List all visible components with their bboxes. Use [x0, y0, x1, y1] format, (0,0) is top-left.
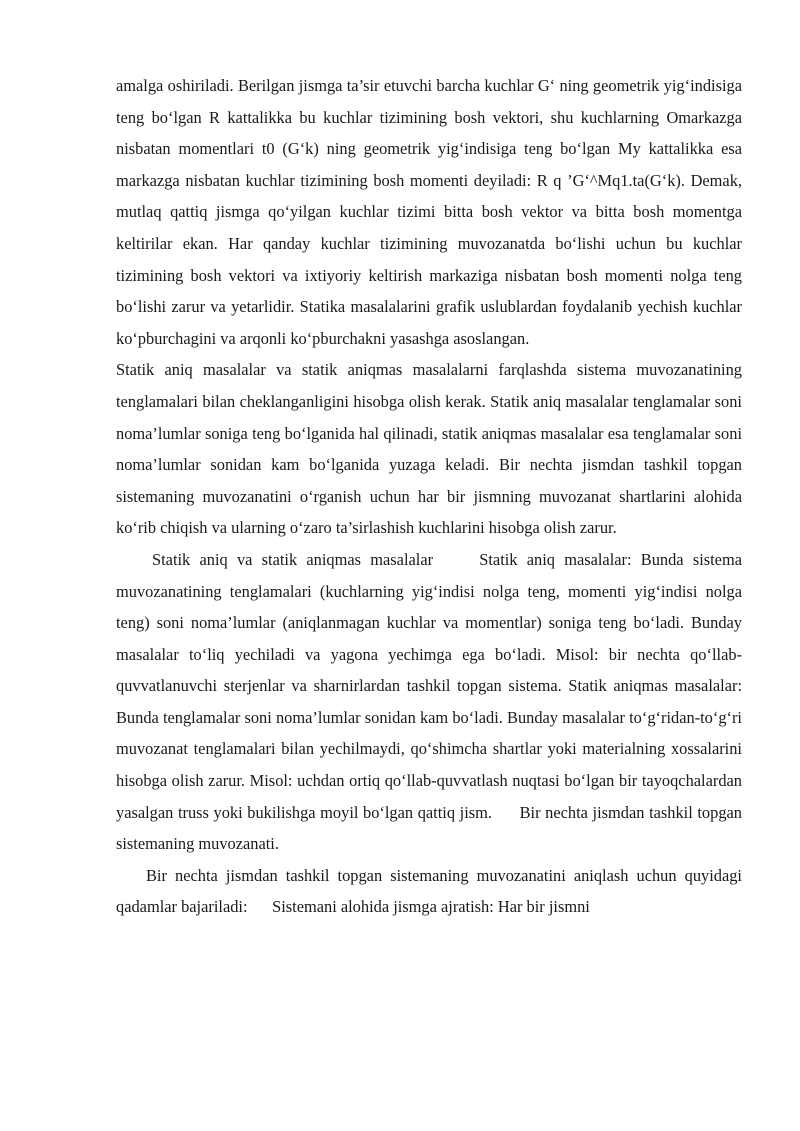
- paragraph-multibody-steps: Bir nechta jismdan tashkil topgan sistemaning muvozanatini aniqlash uchun quyidagi qadamlar bajariladi: Sistemani alohida jismga ajratish: Har bir jismni: [116, 865, 747, 917]
- paragraph-main-vector-moment: amalga oshiriladi. Berilgan jismga ta’sir etuvchi barcha kuchlar G‘ ning geometrik yig‘indisiga teng bo‘lgan R kattalikka bu kuchlar tizimining bosh vektori, shu kuchlarning Omarkazga nisbatan momentlari t0 (G‘k) ning geometrik yig‘indisiga teng bo‘lgan My kattalikka esa markazga nisbatan kuchlar tizimining bosh momenti deyiladi: R q ’G‘^Mq1.ta(G‘k). Demak, mutlaq qattiq jismga qo‘yilgan kuchlar tizimi bitta bosh vektor va bitta bosh momentga keltirilar ekan. Har qanday kuchlar tizimining muvozanatda bo‘lishi uchun bu kuchlar tizimining bosh vektori va ixtiyoriy keltirish markaziga nisbatan bosh momenti nolga teng bo‘lishi zarur va yetarlidir. Statika masalalarini grafik uslublardan foydalanib yechish kuchlar ko‘pburchagini va arqonli ko‘pburchakni yasashga asoslangan.: [116, 76, 742, 348]
- paragraph-static-problems: Statik aniq va statik aniqmas masalalar Statik aniq masalalar: Bunda sistema muvozanatining tenglamalari (kuchlarning yig‘indisi nolga teng, momenti yig‘indisi nolga teng) soni noma’lumlar (aniqlanmagan kuchlar va momentlar) soniga teng bo‘ladi. Bunday masalalar to‘liq yechiladi va yagona yechimga ega bo‘ladi. Misol: bir nechta qo‘llab-quvvatlanuvchi sterjenlar va sharnirlardan tashkil topgan sistema. Statik aniqmas masalalar: Bunda tenglamalar soni noma’lumlar sonidan kam bo‘ladi. Bunday masalalar to‘g‘ridan-to‘g‘ri muvozanat tenglamalari bilan yechilmaydi, qo‘shimcha shartlar yoki materialning xossalarini hisobga olish zarur. Misol: uchdan ortiq qo‘llab-quvvatlash nuqtasi bo‘lgan bir tayoqchalardan yasalgan truss yoki bukilishga moyil bo‘lgan qattiq jism. Bir nechta jismdan tashkil topgan sistemaning muvozanati.: [116, 549, 747, 854]
- paragraph-static-determinacy: Statik aniq masalalar va statik aniqmas masalalarni farqlashda sistema muvozanatining tenglamalari bilan cheklanganligini hisobga olish kerak. Statik aniq masalalar tenglamalar soni noma’lumlar soniga teng bo‘lganida hal qilinadi, statik aniqmas masalalar esa tenglamalar soni noma’lumlar sonidan kam bo‘lganida yuzaga keladi. Bir nechta jismdan tashkil topgan sistemaning muvozanatini o‘rganish uchun har bir jismning muvozanat shartlarini alohida ko‘rib chiqish va ularning o‘zaro ta’sirlashish kuchlarini hisobga olish zarur.: [116, 360, 742, 538]
- document-page: [116, 70, 747, 923]
